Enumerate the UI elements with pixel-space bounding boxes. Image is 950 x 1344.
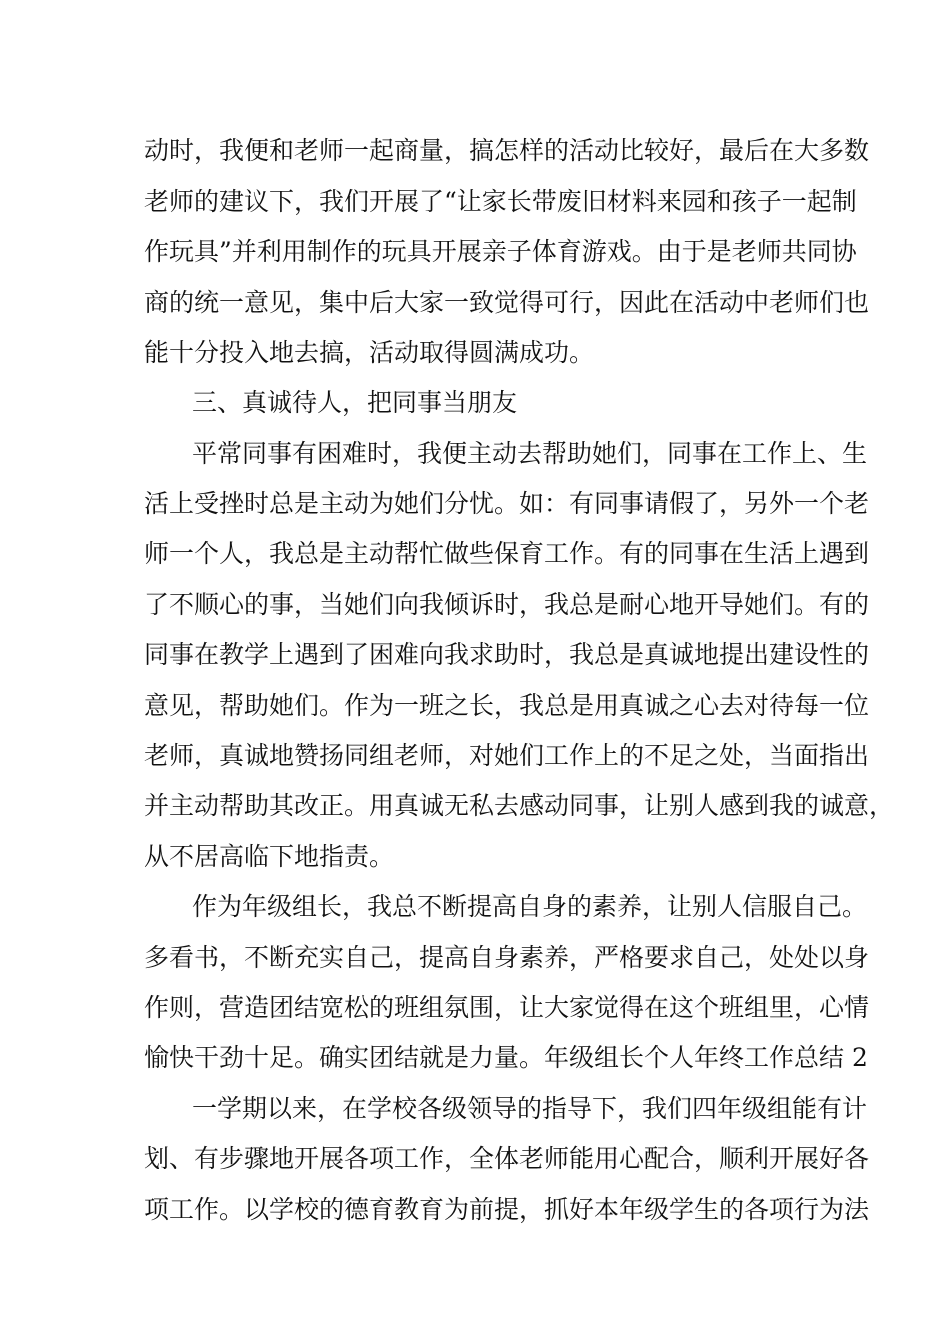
text-line: 了不顺心的事，当她们向我倾诉时，我总是耐心地开导她们。有的 [144,590,870,619]
text-line: 平常同事有困难时，我便主动去帮助她们，同事在工作上、生 [192,439,868,468]
text-line: 多看书，不断充实自己，提高自身素养，严格要求自己，处处以身 [144,943,870,972]
text-line: 同事在教学上遇到了困难向我求助时，我总是真诚地提出建设性的 [144,640,870,669]
text-line: 一学期以来，在学校各级领导的指导下，我们四年级组能有计 [192,1094,868,1123]
text-line: 老师的建议下，我们开展了“让家长带废旧材料来园和孩子一起制 [144,187,857,216]
text-line: 老师，真诚地赞扬同组老师，对她们工作上的不足之处，当面指出 [144,741,870,770]
text-line: 项工作。以学校的德育教育为前提，抓好本年级学生的各项行为法 [144,1195,870,1224]
text-line: 从不居高临下地指责。 [144,842,395,871]
text-line: 能十分投入地去搞，活动取得圆满成功。 [144,338,595,367]
text-line: 商的统一意见，集中后大家一致觉得可行，因此在活动中老师们也 [144,288,870,317]
text-line: 并主动帮助其改正。用真诚无私去感动同事，让别人感到我的诚意， [144,791,895,820]
text-line: 活上受挫时总是主动为她们分忧。如：有同事请假了，另外一个老 [144,489,870,518]
text-line: 师一个人，我总是主动帮忙做些保育工作。有的同事在生活上遇到 [144,539,870,568]
section-heading: 三、真诚待人，把同事当朋友 [192,388,518,417]
text-line: 划、有步骤地开展各项工作，全体老师能用心配合，顺利开展好各 [144,1144,870,1173]
text-line: 意见，帮助她们。作为一班之长，我总是用真诚之心去对待每一位 [144,691,870,720]
text-line: 作为年级组长，我总不断提高自身的素养，让别人信服自己。 [192,892,868,921]
text-line: 动时，我便和老师一起商量，搞怎样的活动比较好，最后在大多数 [144,136,870,165]
text-line: 作玩具”并利用制作的玩具开展亲子体育游戏。由于是老师共同协 [144,237,857,266]
text-line: 作则，营造团结宽松的班组氛围，让大家觉得在这个班组里，心情 [144,993,870,1022]
text-line: 愉快干劲十足。确实团结就是力量。年级组长个人年终工作总结 2 [144,1043,868,1072]
